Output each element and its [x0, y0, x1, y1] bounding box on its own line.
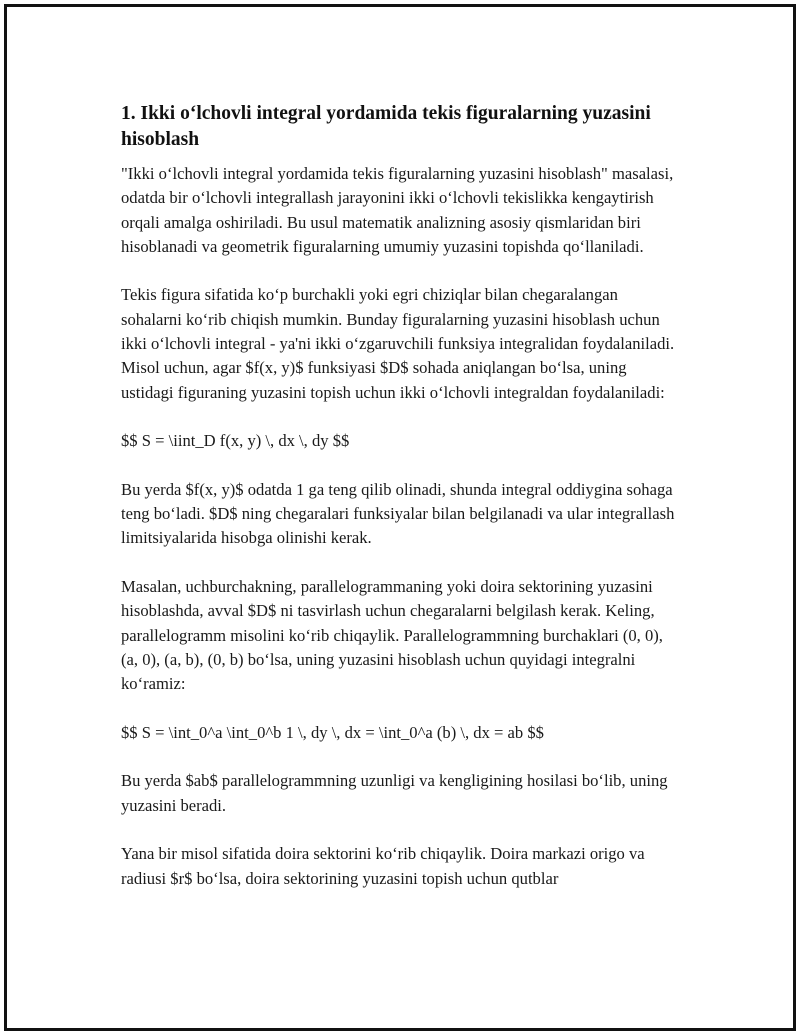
paragraph-circle-sector: Yana bir misol sifatida doira sektorini ko‘rib chiqaylik. Doira markazi origo va radiusi $r$ bo‘lsa, doira sektorining yuzasini topish uchun qutblar: [121, 844, 645, 888]
paragraph-ab-product: Bu yerda $ab$ parallelogrammning uzunligi va kengligining hosilasi bo‘lib, uning yuzasini beradi.: [121, 771, 668, 815]
document-content: [121, 101, 681, 915]
formula-double-integral: $$ S = \iint_D f(x, y) \, dx \, dy $$: [121, 431, 350, 451]
paragraph-plane-figures: Tekis figura sifatida ko‘p burchakli yoki egri chiziqlar bilan chegaralangan sohalarni ko‘rib chiqish mumkin. Bunday figuralarning yuzasini hisoblash uchun ikki o‘lchovli integral - ya'ni ikki o‘zgaruvchili funksiya integralidan foydalaniladi. Misol uchun, agar $f(x, y)$ funksiyasi $D$ sohada aniqlangan bo‘lsa, uning ustidagi figuraning yuzasini topish uchun ikki o‘lchovli integraldan foydalaniladi:: [121, 285, 675, 402]
paragraph-intro: "Ikki o‘lchovli integral yordamida tekis figuralarning yuzasini hisoblash" masalasi, odatda bir o‘lchovli integrallash jarayonini ikki o‘lchovli tekislikka kengaytirish orqali amalga oshiriladi. Bu usul matematik analizning asosiy qismlaridan biri hisoblanadi va geometrik figuralarning umumiy yuzasini topishda qo‘llaniladi.: [121, 164, 674, 256]
section-heading: 1. Ikki o‘lchovli integral yordamida tekis figuralarning yuzasini hisoblash: [121, 103, 651, 150]
paragraph-parallelogram-example: Masalan, uchburchakning, parallelogrammaning yoki doira sektorining yuzasini hisoblashda, avval $D$ ni tasvirlash uchun chegaralarni belgilash kerak. Keling, parallelogramm misolini ko‘rib chiqaylik. Parallelogrammning burchaklari (0, 0), (a, 0), (a, b), (0, b) bo‘lsa, uning yuzasini hisoblash uchun quyidagi integralni ko‘ramiz:: [121, 577, 663, 694]
paragraph-f-equals-one: Bu yerda $f(x, y)$ odatda 1 ga teng qilib olinadi, shunda integral oddiygina sohaga teng bo‘ladi. $D$ ning chegaralari funksiyalar bilan belgilanadi va ular integrallash limitsiyalarida hisobga olinishi kerak.: [121, 479, 675, 548]
formula-parallelogram-area: $$ S = \int_0^a \int_0^b 1 \, dy \, dx = \int_0^a (b) \, dx = ab $$: [121, 722, 544, 742]
page-frame: [4, 4, 796, 1031]
